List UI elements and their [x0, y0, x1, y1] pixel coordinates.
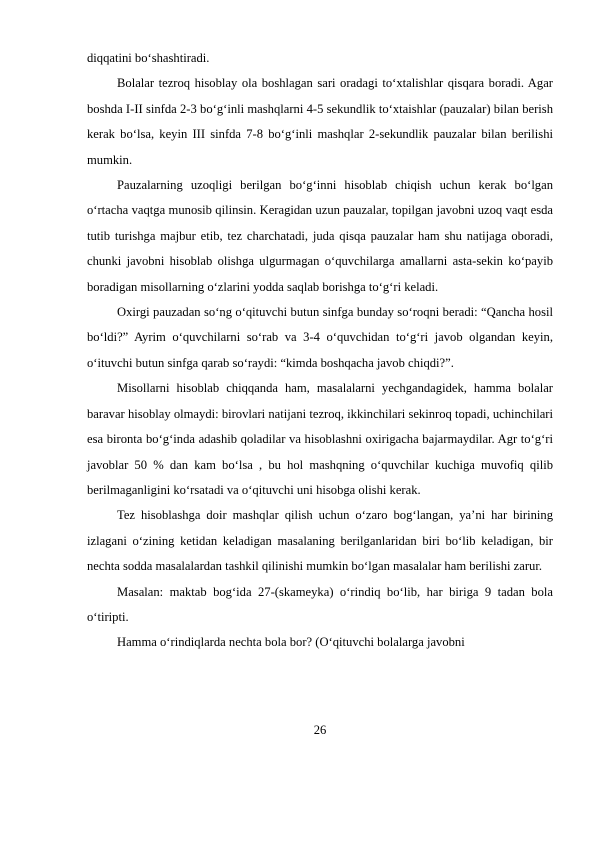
paragraph-pause-length: Pauzalarning uzoqligi berilgan bo‘g‘inni hisoblab chiqish uchun kerak bo‘lgan o‘rtacha vaqtga munosib qilinsin. Keragidan uzun pauzalar, topilgan javobni uzoq vaqt esda tutib turishga majbur etib, tez charchatadi, juda qisqa pauzalar ham shu natijaga oboradi, chunki javobni hisoblab olishga ulgurmagan o‘quvchilarga amallarni asta-sekin ko‘payib boradigan misollarning o‘zlarini yodda saqlab borishga to‘g‘ri keladi. [87, 178, 553, 294]
paragraph-linked-problems: Tez hisoblashga doir mashqlar qilish uchun o‘zaro bog‘langan, ya’ni har birining izlagani o‘zining ketidan keladigan masalaning berilganlaridan biri bo‘lib keladigan, bir nechta sodda masalalardan tashkil qilinishi mumkin bo‘lgan masalalar ham berilishi zarur. [87, 508, 553, 574]
paragraph-example: Masalan: maktab bog‘ida 27-(skameyka) o‘rindiq bo‘lib, har biriga 9 tadan bola o‘tiripti. [87, 584, 553, 624]
paragraph-checking-answers: Misollarni hisoblab chiqqanda ham, masalalarni yechgandagidek, hamma bolalar baravar hisoblay olmaydi: birovlari natijani tezroq, ikkinchilari sekinroq topadi, uchinchilari esa bironta bo‘g‘inda adashib qoladilar va hisoblashni oxirigacha bajarmaydilar. Agr to‘g‘ri javoblar 50 % dan kam bo‘lsa , bu hol mashqning o‘quvchilar kuchiga muvofiq qilib berilmaganligini ko‘rsatadi va o‘qituvchi uni hisobga olishi kerak. [87, 381, 553, 497]
paragraph-pauses-shortening: Bolalar tezroq hisoblay ola boshlagan sari oradagi to‘xtalishlar qisqara boradi. Agar boshda I-II sinfda 2-3 bo‘g‘inli mashqlarni 4-5 sekundlik to‘xtaishlar (pauzalar) bilan berish kerak bo‘lsa, keyin III sinfda 7-8 bo‘g‘inli mashqlar 2-sekundlik pauzalar bilan berilishi mumkin. [87, 76, 553, 167]
document-body [87, 46, 553, 656]
paragraph-question: Hamma o‘rindiqlarda nechta bola bor? (O‘qituvchi bolalarga javobni [117, 635, 465, 650]
page-number: 26 [313, 723, 327, 737]
paragraph-continuation: diqqatini bo‘shashtiradi. [87, 51, 210, 65]
paragraph-final-question: Oxirgi pauzadan so‘ng o‘qituvchi butun sinfga bunday so‘roqni beradi: “Qancha hosil bo‘ldi?” Ayrim o‘quvchilarni so‘rab va 3-4 o‘quvchidan to‘g‘ri javob olgandan keyin, o‘ituvchi butun sinfga qarab so‘raydi: “kimda boshqacha javob chiqdi?”. [87, 305, 553, 370]
